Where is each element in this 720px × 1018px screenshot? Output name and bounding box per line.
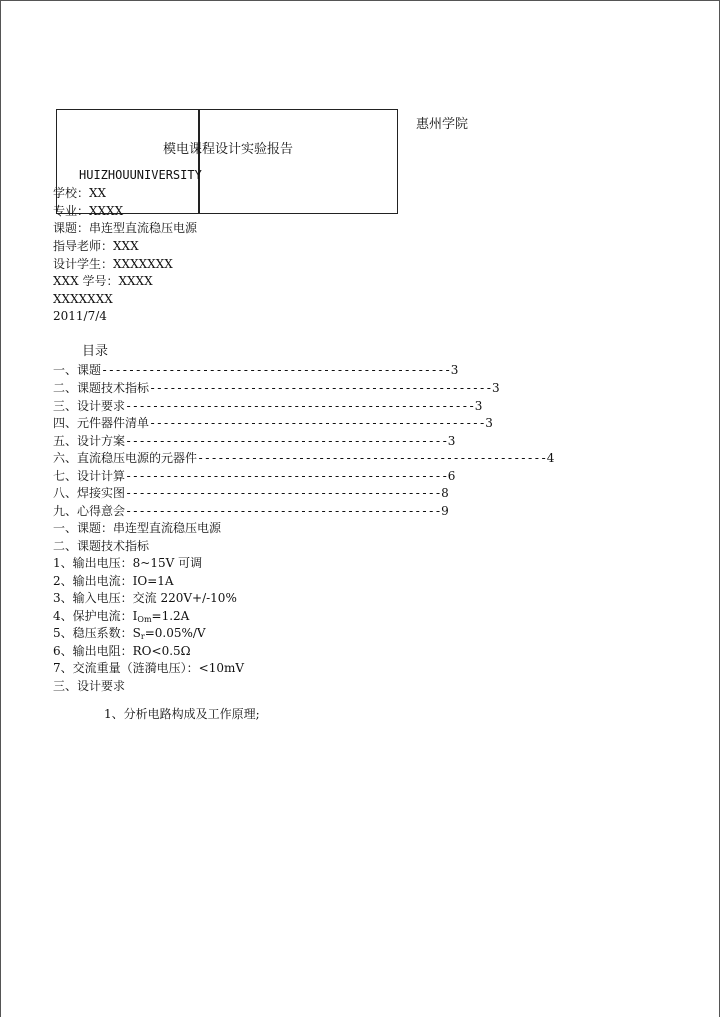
toc-label: 六、直流稳压电源的元器件 [53, 451, 198, 465]
toc-item [53, 416, 493, 430]
toc-page: 3 [450, 363, 459, 377]
spec-item: 1、输出电压：8~15V 可调 [53, 556, 203, 570]
toc-label: 三、设计要求 [53, 399, 126, 413]
school-name: 惠州学院 [416, 117, 469, 132]
info-date: 2011/7/4 [53, 309, 107, 323]
toc-label: 五、设计方案 [53, 434, 126, 448]
requirement-item: 1、分析电路构成及工作原理; [104, 707, 260, 721]
toc-leader: ----------------------------------------------- [125, 504, 442, 518]
spec-item: 3、输入电压：交流 220V+/-10% [53, 591, 237, 605]
toc-page: 3 [491, 381, 500, 395]
toc-item [53, 469, 455, 483]
toc-leader: ----------------------------------------------- [125, 486, 442, 500]
toc-item [53, 381, 500, 395]
toc-leader: --------------------------------------------------- [149, 381, 492, 395]
spec-text: 4、保护电流：I [53, 609, 138, 623]
section-heading: 二、课题技术指标 [53, 539, 150, 553]
info-advisor: 指导老师：XXX [53, 239, 139, 253]
info-topic: 课题：串连型直流稳压电源 [53, 221, 198, 235]
toc-page: 3 [485, 416, 493, 430]
toc-label: 八、焊接实图 [53, 486, 126, 500]
info-major: 专业：XXXX [53, 204, 124, 218]
header-box-right [198, 109, 398, 214]
section-heading: 三、设计要求 [53, 679, 126, 693]
spec-text: =1.2A [151, 609, 190, 623]
toc-item [53, 504, 449, 518]
toc-leader: ------------------------------------------------ [125, 434, 448, 448]
toc-page: 4 [546, 451, 555, 465]
toc-item [53, 399, 482, 413]
toc-label: 七、设计计算 [53, 469, 126, 483]
spec-item: 6、输出电阻：RO<0.5Ω [53, 644, 191, 658]
toc-item [53, 363, 458, 377]
section-heading: 一、课题：串连型直流稳压电源 [53, 521, 222, 535]
toc-label: 二、课题技术指标 [53, 381, 150, 395]
spec-subscript: Om [137, 615, 152, 624]
toc-label: 一、课题 [53, 363, 102, 377]
toc-item [53, 486, 449, 500]
spec-text: 5、稳压系数：S [53, 626, 141, 640]
info-school: 学校：XX [53, 186, 107, 200]
toc-page: 9 [441, 504, 449, 518]
spec-item: 7、交流重量（涟漪电压）：<10mV [53, 661, 245, 675]
info-student-id: XXX 学号：XXXX [53, 274, 153, 288]
spec-item [53, 626, 206, 644]
toc-leader: ---------------------------------------------------- [125, 399, 475, 413]
toc-page: 6 [447, 469, 456, 483]
toc-page: 8 [441, 486, 449, 500]
info-extra: XXXXXXX [53, 292, 113, 306]
toc-item [53, 451, 554, 465]
toc-title: 目录 [82, 344, 109, 359]
toc-leader: -------------------------------------------------- [149, 416, 486, 430]
toc-page: 3 [474, 399, 483, 413]
toc-item [53, 434, 455, 448]
spec-item: 2、输出电流：IO=1A [53, 574, 174, 588]
toc-page: 3 [447, 434, 456, 448]
spec-subscript: r [140, 632, 145, 641]
toc-leader: ---------------------------------------------------- [197, 451, 547, 465]
spec-item [53, 609, 189, 627]
university-en: HUIZHOUUNIVERSITY [79, 168, 202, 182]
info-designer: 设计学生：XXXXXXX [53, 257, 173, 271]
spec-text: =0.05%/V [144, 626, 206, 640]
toc-label: 四、元件器件清单 [53, 416, 150, 430]
toc-leader: ------------------------------------------------ [125, 469, 448, 483]
report-title: 模电课程设计实验报告 [163, 142, 294, 157]
toc-label: 九、心得意会 [53, 504, 126, 518]
toc-leader: ---------------------------------------------------- [101, 363, 451, 377]
